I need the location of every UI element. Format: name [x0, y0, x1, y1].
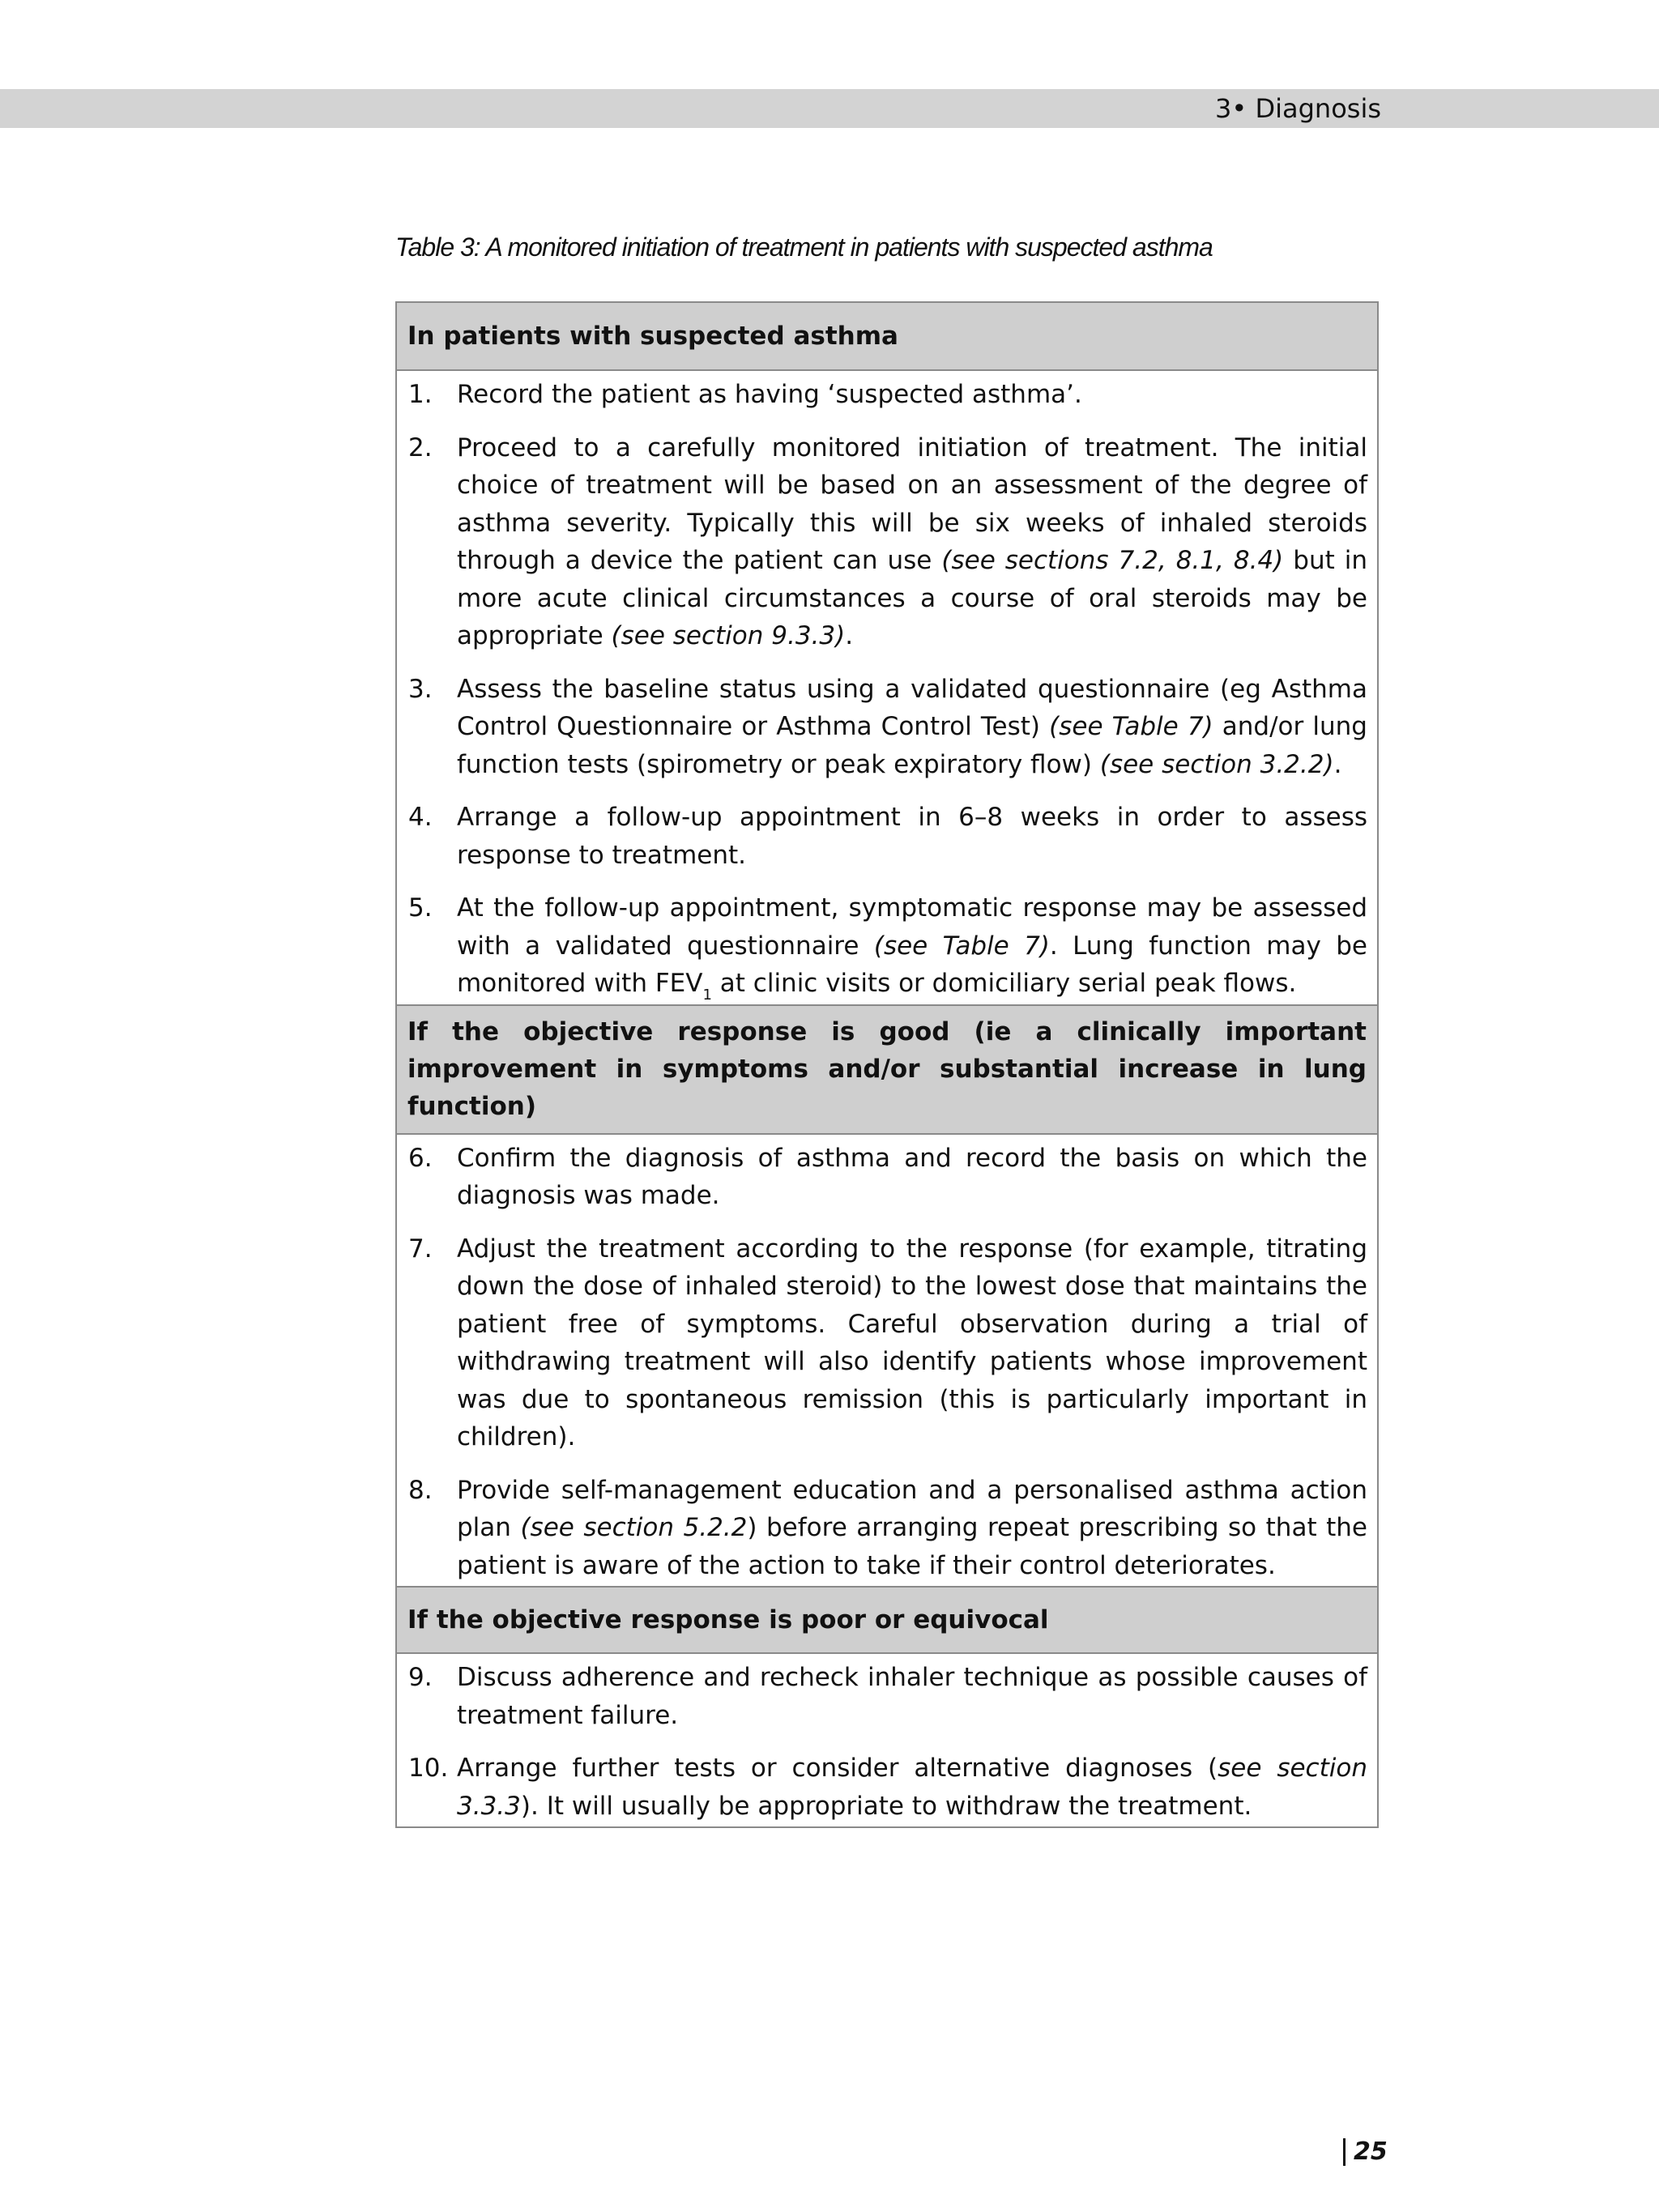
page-number: [1343, 2136, 1388, 2168]
running-header: [0, 89, 1659, 128]
item-text: Arrange a follow-up appointment in 6–8 weeks in order to assess response to treatment.: [457, 803, 1367, 870]
list-item: [407, 376, 1367, 414]
treatment-table: [395, 301, 1379, 1828]
item-text: Provide self-management education and a personalised asthma action plan (see section 5.2.2) before arranging repeat prescribing so that the patient is aware of the action to take if their control deteriorates.: [457, 1475, 1367, 1580]
item-number: 10.: [408, 1754, 449, 1783]
item-number: 7.: [408, 1234, 433, 1264]
item-text: Proceed to a carefully monitored initiation of treatment. The initial choice of treatment will be based on an assessment of the degree of asthma severity. Typically this will be six weeks of inhaled steroids through a device the patient can use (see sections 7.2, 8.1, 8.4) but in more acute clinical circumstances a course of oral steroids may be appropriate (see section 9.3.3).: [457, 433, 1368, 650]
item-text: Assess the baseline status using a validated questionnaire (eg Asthma Control Questionnaire or Asthma Control Test) (see Table 7) and/or lung function tests (spirometry or peak expiratory flow) (see section 3.2.2).: [457, 674, 1367, 779]
section-body-poor-response: [397, 1654, 1377, 1826]
item-text: Confirm the diagnosis of asthma and record the basis on which the diagnosis was made.: [457, 1143, 1367, 1210]
item-number: 9.: [408, 1663, 433, 1692]
page-number-text: 25: [1354, 2137, 1388, 2166]
item-text: Arrange further tests or consider alternative diagnoses (see section 3.3.3). It will usually be appropriate to withdraw the treatment.: [457, 1754, 1367, 1821]
list-item: [407, 1230, 1367, 1456]
section-body-suspected: [397, 371, 1377, 1004]
item-number: 8.: [408, 1475, 433, 1505]
item-number: 1.: [408, 380, 433, 409]
list-item: [407, 1750, 1367, 1825]
list-item: [407, 429, 1367, 655]
item-number: 5.: [408, 893, 433, 923]
item-text: Discuss adherence and recheck inhaler technique as possible causes of treatment failure.: [457, 1663, 1367, 1730]
list-item: [407, 799, 1367, 874]
item-number: 4.: [408, 803, 433, 832]
list-item: [407, 1140, 1367, 1215]
item-text: Adjust the treatment according to the response (for example, titrating down the dose of inhaled steroid) to the lowest dose that maintains the patient free of symptoms. Careful observation during a trial of withdrawing treatment will also identify patients whose improvement was due to spontaneous remission (this is particularly important in children).: [457, 1234, 1367, 1451]
item-number: 2.: [408, 433, 433, 462]
section-heading-poor-response: If the objective response is poor or equivocal: [397, 1586, 1377, 1654]
item-text: Record the patient as having ‘suspected asthma’.: [457, 380, 1082, 409]
section-heading-good-response: If the objective response is good (ie a clinically important improvement in symptoms and/or substantial increase in lung function): [397, 1004, 1377, 1135]
table-caption: Table 3: A monitored initiation of treatment in patients with suspected asthma: [395, 232, 1213, 262]
list-item: [407, 671, 1367, 784]
chapter-label: 3• Diagnosis: [1215, 93, 1381, 124]
item-number: 3.: [408, 674, 433, 704]
list-item: [407, 889, 1367, 1003]
list-item: [407, 1472, 1367, 1585]
section-body-good-response: [397, 1135, 1377, 1587]
item-text: At the follow-up appointment, symptomatic response may be assessed with a validated questionnaire (see Table 7). Lung function may be monitored with $FEV_1$ at clinic visits or domiciliary serial peak flows.: [457, 893, 1367, 1004]
section-heading-suspected: In patients with suspected asthma: [397, 303, 1377, 371]
list-item: [407, 1659, 1367, 1734]
item-number: 6.: [408, 1143, 433, 1173]
